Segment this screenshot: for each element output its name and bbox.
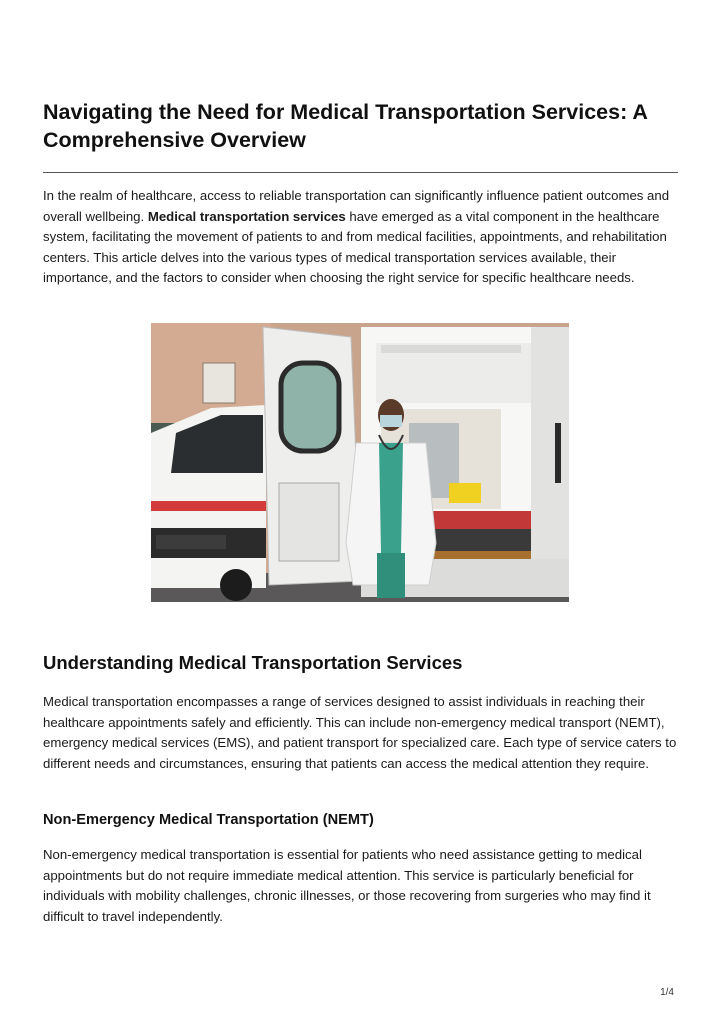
article-title: Navigating the Need for Medical Transportation Services: A Comprehensive Overview [43,100,648,152]
ambulance-photo [151,323,569,602]
intro-bold-phrase: Medical transportation services [147,208,346,224]
section-paragraph-medical-transportation: Medical transportation encompasses a range of services designed to assist individuals in reaching their healthcare appointments safely and efficiently. This can include non-emergency medical transport (NEMT), emergency medical services (EMS), and patient transport for specialized care. Each type of service caters to different needs and circumstances, ensuring that patients can access the medical attention they require. [43,694,677,771]
page-number: 1/4 [660,987,674,998]
intro-text-end: have emerged as a vital component in the healthcare system, facilitating the movement of patients to and from medical facilities, appointments, and rehabilitation centers. This article delves into the various types of medical transportation services available, their importance, and the factors to consider when choosing the right service for specific healthcare needs. [43,208,667,286]
intro-paragraph [43,186,677,289]
section-heading-medical-transportation: Understanding Medical Transportation Services [43,652,463,673]
intro-text-start: In the realm of healthcare, access to reliable transportation can significantly influence patient outcomes and overall wellbeing. [43,188,670,224]
subsection-paragraph-nemt: Non-emergency medical transportation is essential for patients who need assistance getting to medical appointments but do not require immediate medical attention. This service is particularly beneficial for individuals with mobility challenges, chronic illnesses, or those recovering from surgeries who may find it difficult to travel independently. [43,847,651,924]
title-divider [43,172,678,173]
subsection-heading-nemt: Non-Emergency Medical Transportation (NEMT) [43,812,374,828]
